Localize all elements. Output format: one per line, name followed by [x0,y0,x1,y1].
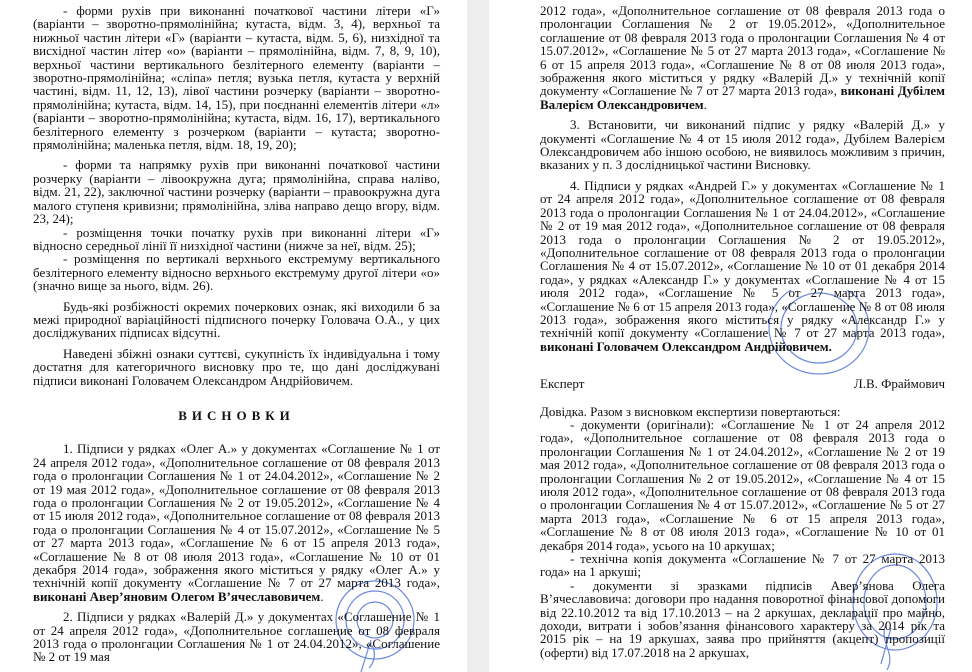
conclusion-bold: виконані Дубілем Валерієм Олександровичем [540,83,945,112]
signature-name: Л.В. Фраймович [853,376,945,392]
paragraph: - розміщення точки початку рухів при виконанні літери «Г» відносно середньої лінії її низхідної частини (нижче за неї, відм. 25); [33,224,440,253]
left-page [0,0,467,672]
conclusion-text: 4. Підписи у рядках «Андрей Г.» у документах «Соглашение № 1 от 24 апреля 2012 года», «Дополнительное соглашение от 08 февраля 2013 года о пролонгации Соглашения № 1 от 24.04.2012», «Соглашение № 2 от 19 мая 2012 года», «Дополнительное соглашение от 08 февраля 2013 года о пролонгации Соглашения № 2 от 19.05.2012», «Дополнительное соглашение от 08 февраля 2013 года о пролонгации Соглашения № 4 от 15.07.2012», «Соглашение № 10 от 01 декабря 2014 года», у рядках «Александр Г.» у документах «Соглашение № 4 от 15 июля 2012 года», «Соглашение № 5 от 27 марта 2013 года», «Соглашение № 6 от 15 апреля 2013 года», «Соглашение № 8 от 08 июля 2013 года», зображення якого міститься у рядку «Александр Г.» у технічній копії документу «Соглашение № 7 от 27 марта 2013 года», [540,177,945,341]
note-item: - документи зі зразками підписів Авер’янова Олега В’ячеславовича: договори про надання поворотної фінансової допомоги від 22.10.2012 та від 17.10.2013 – на 2 аркушах, декларації про майно, доходи, витрати і зобов’язання фінансового характеру за 2014 рік та 2015 рік – на 19 аркушах, заява про прийняття (акцепт) пропозиції (оферти) від 17.07.2018 на 2 аркушах, [540,577,945,660]
conclusion-tail: . [320,588,324,604]
conclusion-2-end [540,4,945,111]
note-item: - документи (оригінали): «Соглашение № 1 от 24 апреля 2012 года», «Дополнительное соглашение от 08 февраля 2013 года о пролонгации Соглашения № 1 от 24.04.2012», «Соглашение № 2 от 19 мая 2012 года», «Дополнительное соглашение от 08 февраля 2013 года о пролонгации Соглашения № 2 от 19.05.2012», «Соглашение № 4 от 15 июля 2012 года», «Дополнительное соглашение от 08 февраля 2013 года о пролонгации Соглашения № 4 от 15.07.2012», «Соглашение № 5 от 27 марта 2013 года», «Соглашение № 6 от 15 апреля 2013 года», «Соглашение № 8 от 08 июля 2013 года», «Соглашение № 10 от 01 декабря 2014 года», усього на 10 аркушах; [540,416,945,553]
paragraph: Будь-які розбіжності окремих почеркових ознак, які виходили б за межі природної варіаційності підписного почерку Головача О.А., у цих досліджуваних підписах відсутні. [33,298,440,341]
right-page [489,0,972,672]
note-item: - технічна копія документа «Соглашение № 7 от 27 марта 2013 года» на 1 аркуші; [540,551,945,580]
conclusion-bold: виконані Авер’яновим Олегом В’ячеславовичем [33,588,321,604]
conclusion-2-start: 2. Підписи у рядках «Валерій Д.» у документах «Соглашение № 1 от 24 апреля 2012 года», «Дополнительное соглашение от 08 февраля 2013 года о пролонгации Соглашения № 1 от 24.04.2012», «Соглашение № 2 от 19 мая [33,609,440,665]
paragraph: - розміщення по вертикалі верхнього екстремуму вертикального безлітерного елементу відносно верхнього екстремуму другої літери «о» (значно вище за нього, відм. 26). [33,251,440,294]
conclusion-text: 2012 года», «Дополнительное соглашение от 08 февраля 2013 года о пролонгации Соглашения № 2 от 19.05.2012», «Дополнительное соглашение от 08 февраля 2013 года о пролонгации Соглашения № 4 от 15.07.2012», «Соглашение № 5 от 27 марта 2013 года», «Соглашение № 6 от 15 апреля 2013 года», «Соглашение № 8 от 08 июля 2013 года», зображення якого міститься у рядку «Валерій Д.» у технічній копії документу «Соглашение № 7 от 27 марта 2013 года», [540,3,945,99]
paragraph: - форми та напрямку рухів при виконанні початкової частини розчерку (варіанти – лівоокружна дуга; прямолінійна, справа наліво, відм. 21, 22), заключної частини розчерку (варіанти – правоокружна дуга малого ступеня кривизни; прямолінійна, зліва направо дещо вгору, відм. 23, 24); [33,157,440,227]
note-title: Довідка. Разом з висновком експертизи повертаються: [540,403,841,419]
section-heading: ВИСНОВКИ [178,407,295,423]
conclusion-3: 3. Встановити, чи виконаний підпис у рядку «Валерій Д.» у документі «Соглашение № 4 от 15 июля 2012 года», Дубілем Валерієм Олександровичем або іншою особою, не виявилось можливим з причин, вказаних у п. 3 дослідницької частини Висновку. [540,117,945,173]
signature-row [540,377,945,390]
conclusion-text: 1. Підписи у рядках «Олег А.» у документах «Соглашение № 1 от 24 апреля 2012 года», «Дополнительное соглашение от 08 февраля 2013 года о пролонгации Соглашения № 1 от 24.04.2012», «Соглашение № 2 от 19 мая 2012 года», «Дополнительное соглашение от 08 февраля 2013 года о пролонгации Соглашения № 2 от 19.05.2012», «Соглашение № 4 от 15 июля 2012 года», «Дополнительное соглашение от 08 февраля 2013 года о пролонгации Соглашения № 4 от 15.07.2012», «Соглашение № 5 от 27 марта 2013 года», «Соглашение № 6 от 15 апреля 2013 года», «Соглашение № 8 от 08 июля 2013 года», «Соглашение № 10 от 01 декабря 2014 года», зображення якого міститься у рядку «Олег А.» у технічній копії документу «Соглашение № 7 от 27 марта 2013 года», [33,441,440,591]
conclusion-4 [540,179,945,353]
conclusion-bold: виконані Головачем Олександром Андрійовичем. [540,338,832,354]
conclusion-1 [33,442,440,603]
paragraph: Наведені збіжні ознаки суттєві, сукупність їх індивідуальна і тому достатня для категоричного висновку про те, що дані досліджувані підписи виконані Головачем Олександром Андрійовичем. [33,345,440,388]
paragraph: - форми рухів при виконанні початкової частини літери «Г» (варіанти – зворотно-прямолінійна; кутаста, відм. 3, 4), верхньої та нижньої частин літери «Г» (варіанти – кутаста, відм. 5, 6), низхідної та висхідної частин літер «о» (варіанти – прямолінійна, відм. 7, 8, 9, 10), верхньої частини вертикального безлітерного елементу (варіанти – зворотно-прямолінійна; «сліпа» петля; вузька петля, кутаста у верхній частині, відм. 11, 12, 13), лівої частини розчерку (варіанти – зворотно-прямолінійна; кутаста, відм. 14, 15), при поєднанні елементів літери «л» (варіанти – зворотно-прямолінійна; кутаста, відм. 16, 17), вертикального безлітерного елементу з розчерком (варіанти – кутаста; зворотно-прямолінійна; маленька петля, відм. 18, 19, 20); [33,3,440,153]
conclusion-tail: . [703,96,707,112]
signature-role: Експерт [540,376,585,392]
